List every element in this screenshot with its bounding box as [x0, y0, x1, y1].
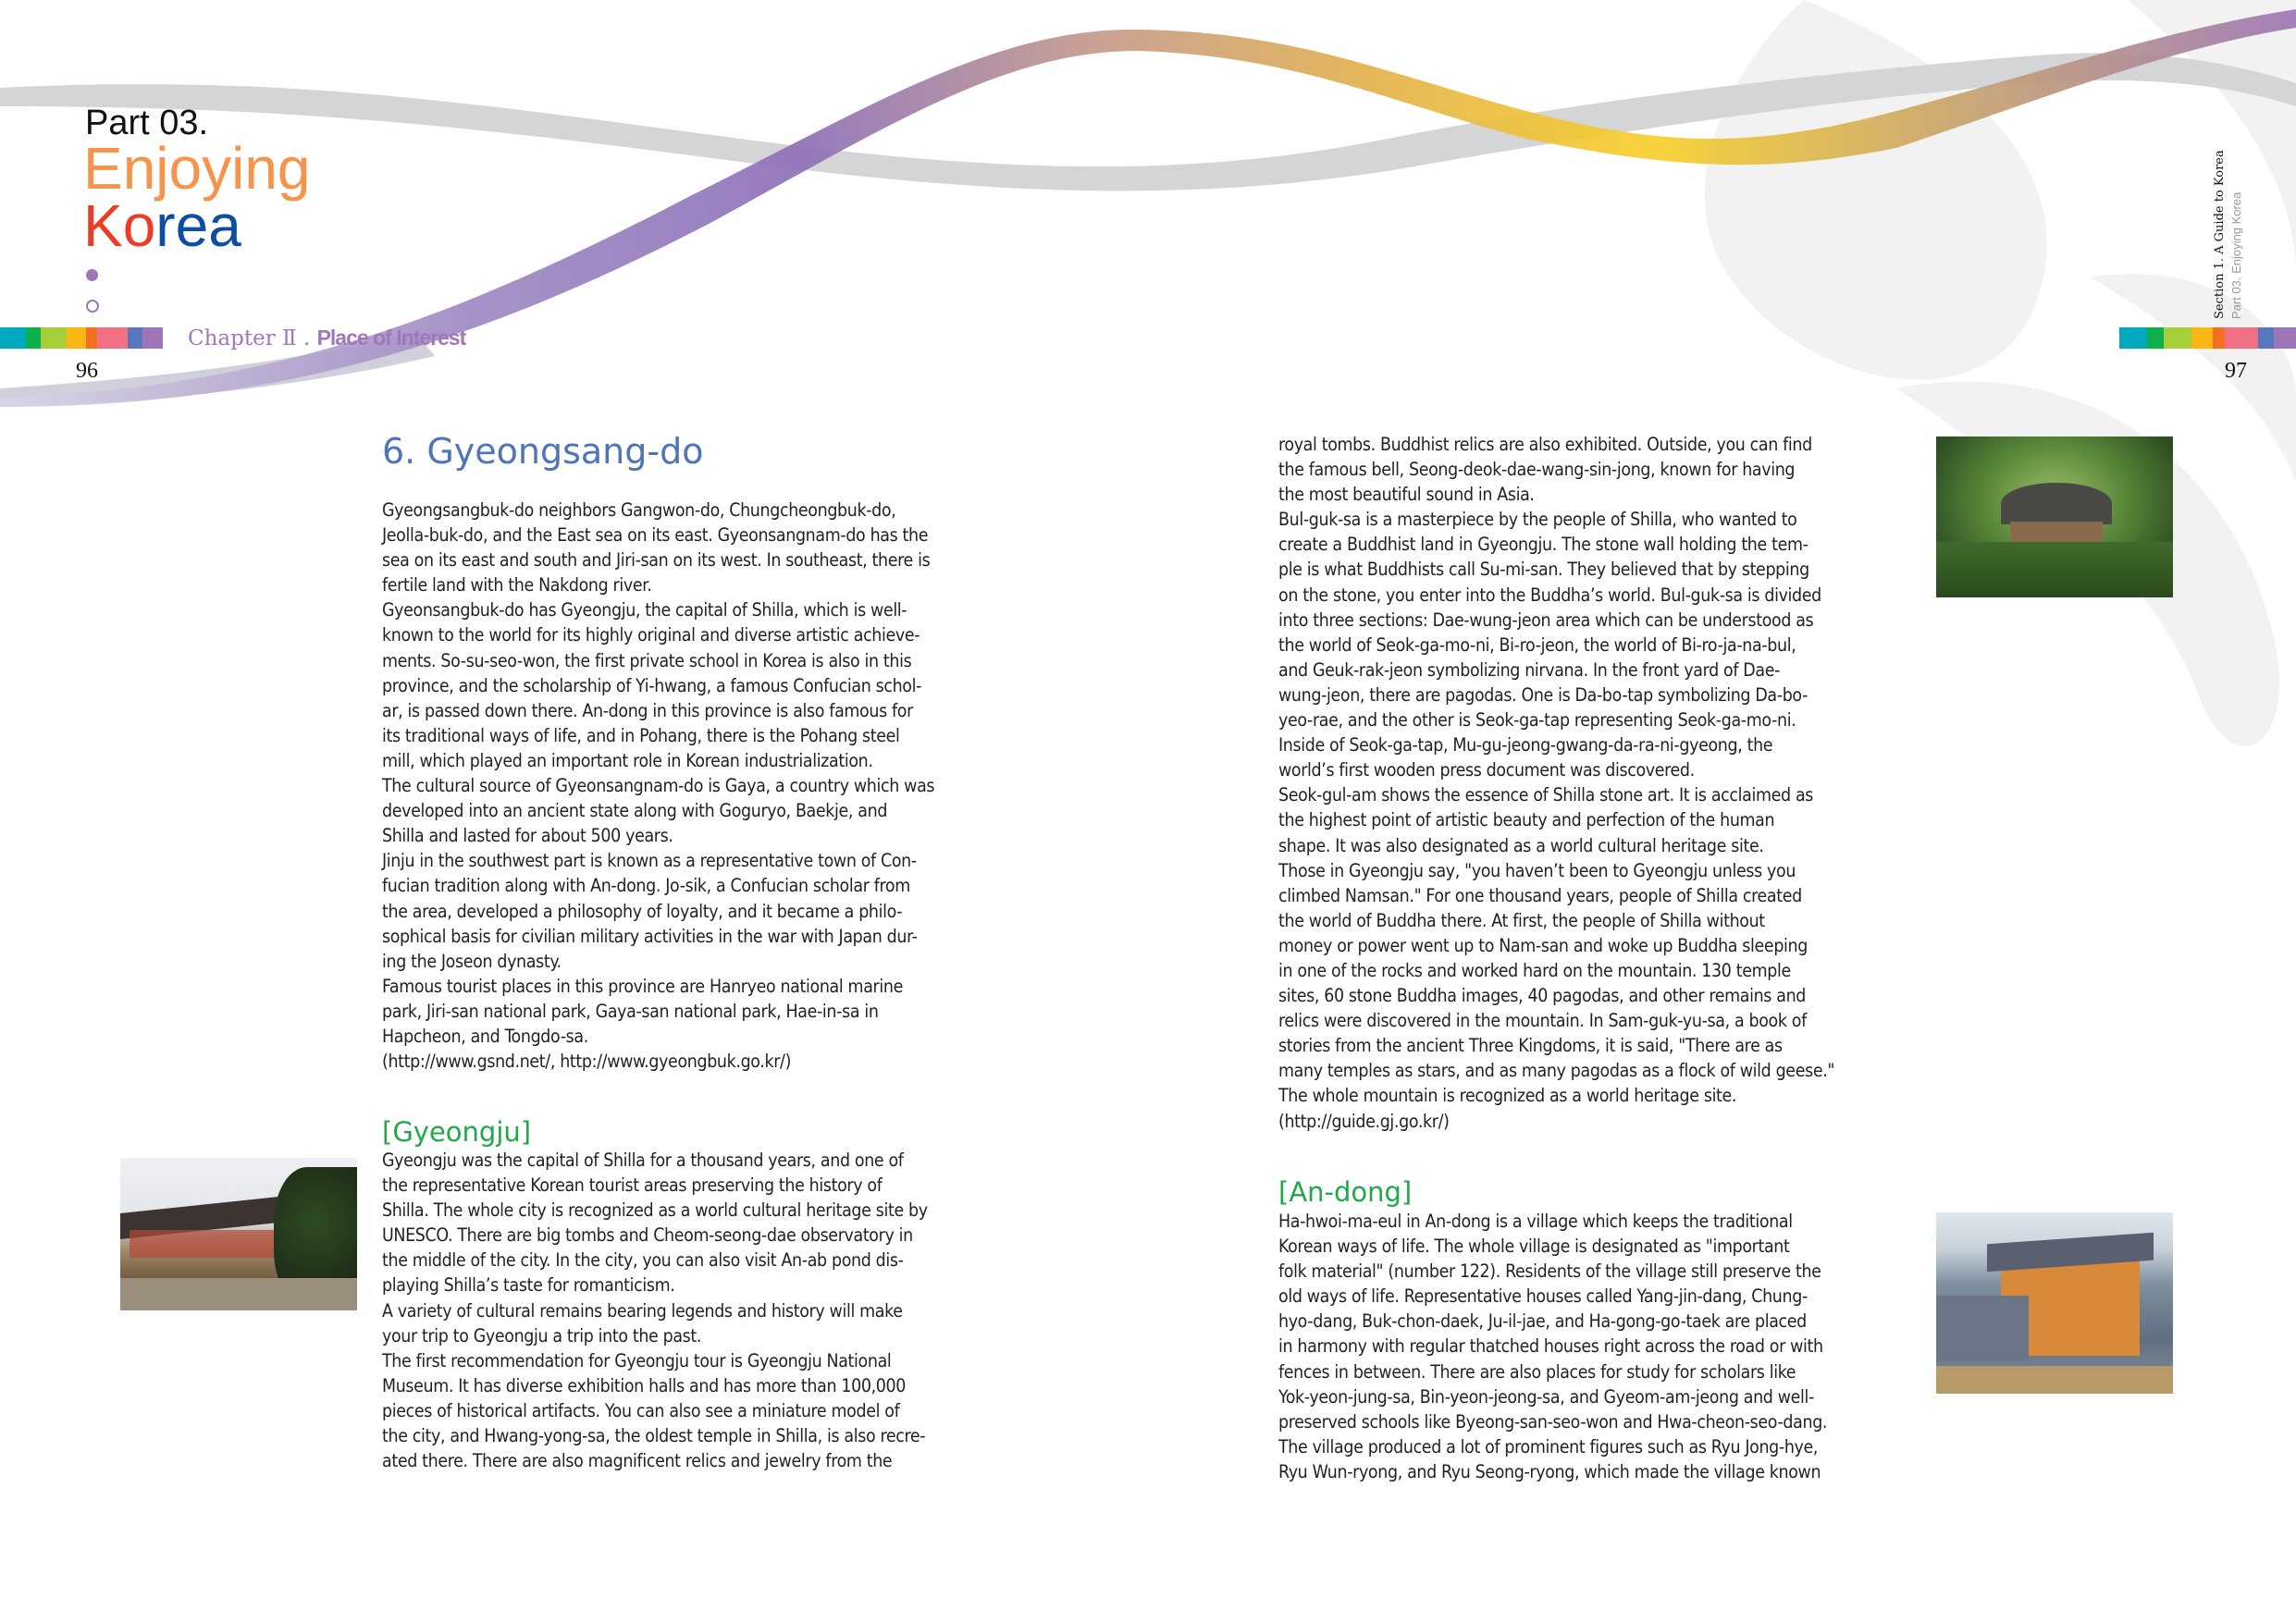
gyeongju-text-right: royal tombs. Buddhist relics are also exhibited. Outside, you can find the famous bell, Seong-deok-dae-wang-sin-jong, known for having the most beautiful sound in Asia. Bul-guk-sa is a masterpiece by the people of Shilla, who wanted to create a Buddhist land in Gyeongju. The stone wall holding the tem- ple is what Buddhists call Su-mi-san. They believed that by stepping on the stone, you enter into the Buddha’s world. Bul-guk-sa is divided into three sections: Dae-wung-jeon area which can be understood as the world of Seok-ga-mo-ni, Bi-ro-jeon, the world of Bi-ro-ja-na-bul, and Geuk-rak-jeon symbolizing nirvana. In the front yard of Dae- wung-jeon, there are pagodas. One is Da-bo-tap symbolizing Da-bo- yeo-rae, and the other is Seok-ga-tap representing Seok-ga-mo-ni. Inside of Seok-ga-tap, Mu-gu-jeong-gwang-da-ra-ni-gyeong, the world’s first wooden press document was discovered. Seok-gul-am shows the essence of Shilla stone art. It is acclaimed as the highest point of artistic beauty and perfection of the human shape. It was also designated as a world cultural heritage site. Those in Gyeongju say, "you haven’t been to Gyeongju unless you climbed Namsan." For one thousand years, people of Shilla created the world of Buddha there. At first, the people of Shilla without money or power went up to Nam-san and woke up Buddha sleeping in one of the rocks and worked hard on the mountain. 130 temple sites, 60 stone Buddha images, 40 pagodas, and other remains and relics were discovered in the mountain. In Sam-guk-yu-sa, a book of stories from the ancient Three Kingdoms, it is said, "There are as many temples as stars, and as many pagodas as a flock of wild geese." The whole mountain is recognized as a world heritage site. (http://guide.gj.go.kr/) — [1278, 434, 1835, 1132]
color-swatch — [26, 327, 41, 349]
gyeongju-text-left: Gyeongju was the capital of Shilla for a thousand years, and one of the representative Korean tourist areas preserving the history of Shilla. The whole city is recognized as a world cultural heritage site by UNESCO. There are big tombs and Cheom-seong-dae observatory in the middle of the city. In the city, you can also visit An-ab pond dis- playing Shilla’s taste for romanticism. A variety of cultural remains bearing legends and history will make your trip to Gyeongju a trip into the past. The first recommendation for Gyeongju tour is Gyeongju National Museum. It has diverse exhibition halls and has more than 100,000 pieces of historical artifacts. You can also see a miniature model of the city, and Hwang-yong-sa, the oldest temple in Shilla, is also recre- ated there. There are also magnificent relics and jewelry from the — [382, 1150, 928, 1472]
color-swatch — [2274, 327, 2296, 349]
title-ko: Ko — [83, 192, 156, 259]
color-swatch — [2225, 327, 2258, 349]
color-bar-right — [2119, 327, 2296, 349]
color-swatch — [67, 327, 86, 349]
page-number-left: 96 — [76, 359, 98, 383]
title-rea: rea — [155, 192, 241, 259]
part-label: Part 03. — [85, 104, 209, 142]
filled-dot-icon — [86, 269, 98, 281]
color-swatch — [86, 327, 97, 349]
section-title: 6. Gyeongsang-do — [382, 431, 704, 472]
color-swatch — [2164, 327, 2191, 349]
bulguksa-photo — [120, 1158, 357, 1310]
part-title-line1: Enjoying — [83, 135, 311, 202]
color-swatch — [142, 327, 163, 349]
running-head-section: Section 1. A Guide to Korea — [2213, 150, 2227, 319]
part-title-line2 — [83, 192, 241, 259]
color-swatch — [0, 327, 26, 349]
page-number-right: 97 — [2225, 359, 2247, 383]
color-swatch — [128, 327, 142, 349]
running-head — [2213, 143, 2268, 319]
hollow-dot-icon — [86, 300, 99, 313]
color-swatch — [41, 327, 67, 349]
running-head-part: Part 03. Enjoying Korea — [2229, 191, 2243, 319]
chapter-title: Place of Interest — [316, 326, 466, 350]
gyeongju-heading: [Gyeongju] — [382, 1116, 532, 1148]
color-bar-left — [0, 327, 163, 349]
hahoe-village-photo — [1936, 1212, 2173, 1394]
chapter-heading — [188, 326, 465, 350]
color-swatch — [2213, 327, 2225, 349]
andong-heading: [An-dong] — [1278, 1176, 1413, 1208]
color-swatch — [2119, 327, 2147, 349]
section-intro: Gyeongsangbuk-do neighbors Gangwon-do, Chungcheongbuk-do, Jeolla-buk-do, and the East sea on its east. Gyeonsangnam-do has the sea on its east and south and Jiri-san on its west. In southeast, there is fertile land with the Nakdong river. Gyeonsangbuk-do has Gyeongju, the capital of Shilla, which is well- known to the world for its highly original and diverse artistic achieve- ments. So-su-seo-won, the first private school in Korea is also in this province, and the scholarship of Yi-hwang, a famous Confucian schol- ar, is passed down there. An-dong in this province is also famous for its traditional ways of life, and in Pohang, there is the Pohang steel mill, which played an important role in Korean industrialization. The cultural source of Gyeonsangnam-do is Gaya, a country which was developed into an ancient state along with Goguryo, Baekje, and Shilla and lasted for about 500 years. Jinju in the southwest part is known as a representative town of Con- fucian tradition along with An-dong. Jo-sik, a Confucian scholar from the area, developed a philosophy of loyalty, and it became a philo- sophical basis for civilian military activities in the war with Japan dur- ing the Joseon dynasty. Famous tourist places in this province are Hanryeo national marine park, Jiri-san national park, Gaya-san national park, Hae-in-sa in Hapcheon, and Tongdo-sa. (http://www.gsnd.net/, http://www.gyeongbuk.go.kr/) — [382, 499, 935, 1073]
tomb-temple-photo — [1936, 436, 2173, 597]
color-swatch — [2191, 327, 2213, 349]
color-swatch — [2258, 327, 2274, 349]
andong-text: Ha-hwoi-ma-eul in An-dong is a village which keeps the traditional Korean ways of life. The whole village is designated as "important folk material" (number 122). Residents of the village still preserve the old ways of life. Representative houses called Yang-jin-dang, Chung- hyo-dang, Buk-chon-daek, Ju-il-jae, and Ha-gong-go-taek are placed in harmony with regular thatched houses right across the road or with fences in between. There are also places for study for scholars like Yok-yeon-jung-sa, Bin-yeon-jeong-sa, and Gyeom-am-jeong and well- preserved schools like Byeong-san-seo-won and Hwa-cheon-seo-dang. The village produced a lot of prominent figures such as Ryu Jong-hye, Ryu Wun-ryong, and Ryu Seong-ryong, which made the village known — [1278, 1211, 1828, 1482]
color-swatch — [97, 327, 128, 349]
color-swatch — [2147, 327, 2163, 349]
chapter-prefix: Chapter Ⅱ . — [188, 326, 317, 350]
